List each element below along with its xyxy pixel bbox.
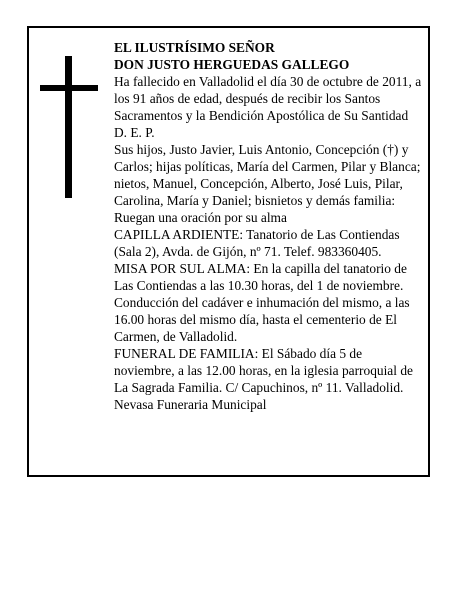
cross-icon [40, 56, 98, 198]
cross-horizontal-bar [40, 85, 98, 91]
family-members: Sus hijos, Justo Javier, Luis Antonio, Concepción (†) y Carlos; hijas políticas, María del Carmen, Pilar y Blanca; nietos, Manuel, Concepción, Alberto, José Luis, Pilar, Carolina, María y Daniel; bisnietos y demás familia: [114, 142, 421, 208]
mass-info: MISA POR SUL ALMA: En la capilla del tanatorio de Las Contiendas a las 10.30 horas, del 1 de noviembre. [114, 261, 407, 293]
obituary-text [114, 39, 424, 413]
family-funeral-info: FUNERAL DE FAMILIA: El Sábado día 5 de noviembre, a las 12.00 horas, en la iglesia parroquial de La Sagrada Familia. C/ Capuchinos, nº 11. Valladolid. [114, 346, 413, 395]
deceased-name: DON JUSTO HERGUEDAS GALLEGO [114, 57, 350, 72]
cross-vertical-bar [65, 56, 72, 198]
prayer-request: Ruegan una oración por su alma [114, 210, 287, 225]
burial-info: Conducción del cadáver e inhumación del mismo, a las 16.00 horas del mismo día, hasta el cementerio de El Carmen, de Valladolid. [114, 295, 410, 344]
death-announcement: Ha fallecido en Valladolid el día 30 de octubre de 2011, a los 91 años de edad, después de recibir los Santos Sacramentos y la Bendición Apostólica de Su Santidad D. E. P. [114, 74, 422, 140]
funeral-home: Nevasa Funeraria Municipal [114, 397, 267, 412]
chapel-info: CAPILLA ARDIENTE: Tanatorio de Las Contiendas (Sala 2), Avda. de Gijón, nº 71. Telef. 983360405. [114, 227, 400, 259]
deceased-title: EL ILUSTRÍSIMO SEÑOR [114, 40, 275, 55]
